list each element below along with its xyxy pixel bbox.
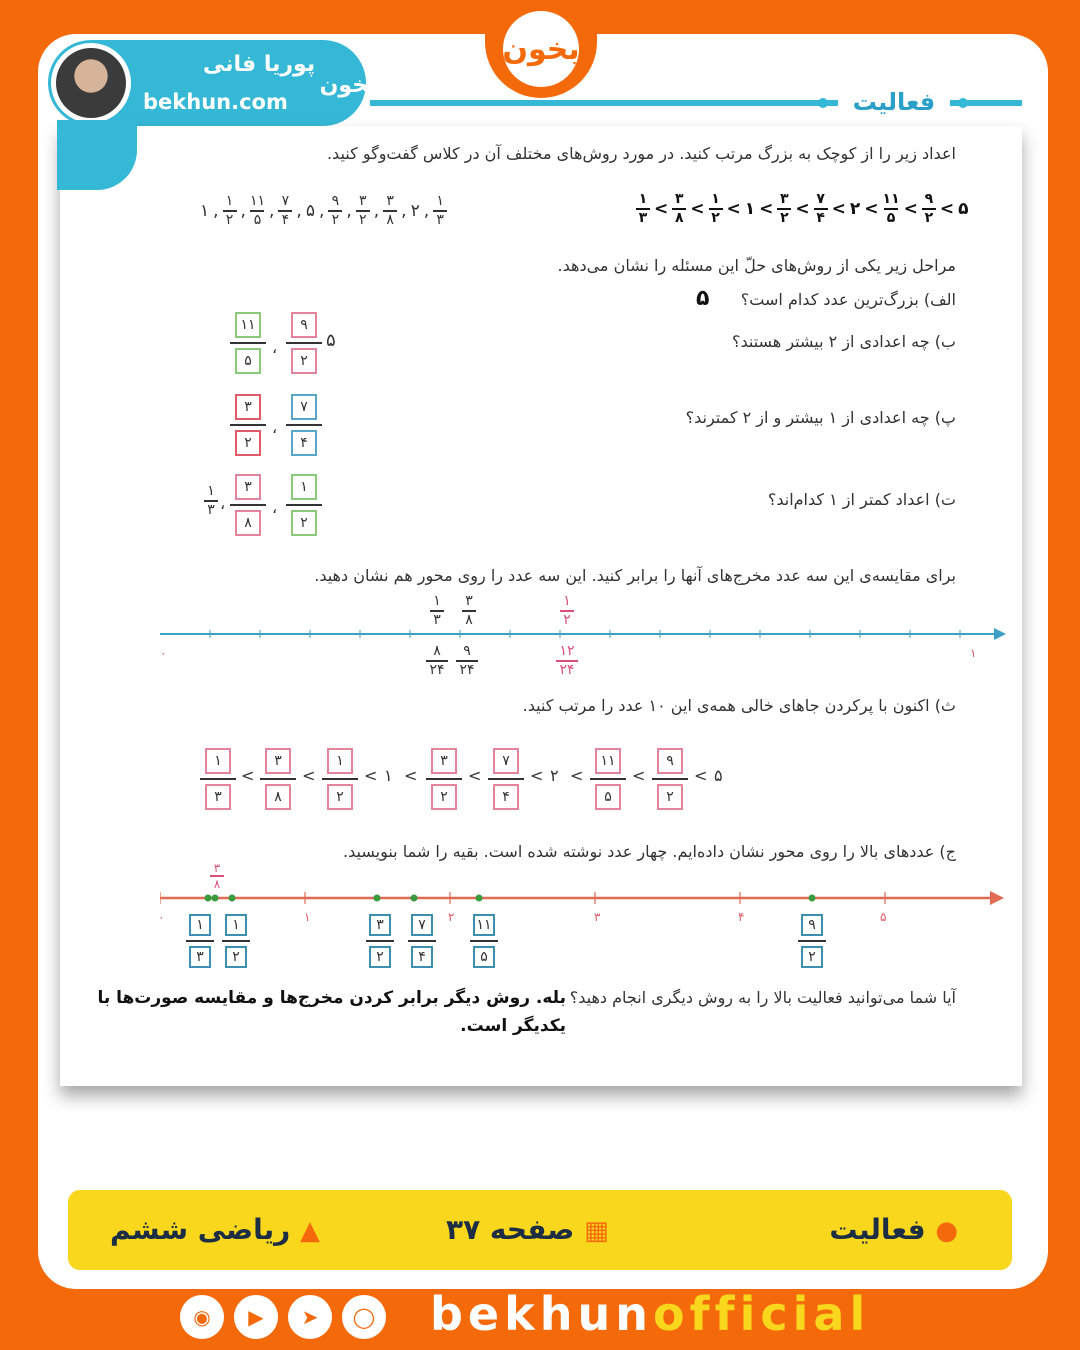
author-site[interactable]: bekhun.com xyxy=(143,90,288,114)
fraction-1-2: ۱ ۲ xyxy=(286,474,322,536)
be-answer-five: ۵ xyxy=(326,330,336,351)
instagram-icon[interactable]: ◯ xyxy=(342,1295,386,1339)
fraction-11-5: ۱۱ ۵ xyxy=(230,312,266,374)
axis2-box-11-5: ۱۱ ۵ xyxy=(470,914,498,968)
axis1-label-3-8: ۳ ۸ xyxy=(462,594,476,628)
teacher-icon: ● xyxy=(935,1216,958,1246)
order-box-3-8: ۳ ۸ xyxy=(260,748,296,810)
number-line-2 xyxy=(160,866,1010,916)
youtube-icon[interactable]: ▶ xyxy=(234,1295,278,1339)
question-te: ت) اعداد کمتر از ۱ کدام‌اند؟ xyxy=(767,490,956,509)
question-final: آیا شما می‌توانید فعالیت بالا را به روش دیگری انجام دهید؟ xyxy=(569,988,956,1007)
fraction-1-3: ۱ ۳ xyxy=(204,484,218,518)
final-answer: بله. روش دیگر برابر کردن مخرج‌ها و مقایسه صورت‌ها با یکدیگر است. xyxy=(97,988,566,1036)
order-box-1-3: ۱ ۳ xyxy=(200,748,236,810)
intro-text: اعداد زیر را از کوچک به بزرگ مرتب کنید. در مورد روش‌های مختلف آن در کلاس گفت‌وگو کنید. xyxy=(326,144,956,163)
order-box-7-4: ۷ ۴ xyxy=(488,748,524,810)
order-box-1-2: ۱ ۲ xyxy=(322,748,358,810)
graduation-cap-icon: ▲ xyxy=(300,1216,321,1246)
author-card[interactable] xyxy=(48,40,377,126)
axis2-box-3-2: ۳ ۲ xyxy=(366,914,394,968)
given-numbers: ۱ , $\frac{۱}{۲}$ , $\frac{۱۱}{۵}$ , $\frac{۷}{۴}$ , ۵ , $\frac{۹}{۲}$ , $\frac{۳}{۲}$ , $\frac{۳}{۸}$ , ۲ , $\frac{۱}{۳}$ xyxy=(200,194,447,228)
card-logo-icon: بخون xyxy=(319,72,377,98)
axis2-tick-4: ۴ xyxy=(738,910,745,924)
fraction-3-8: ۳ ۸ xyxy=(230,474,266,536)
question-jim: ج) عددهای بالا را روی محور نشان داده‌ایم. چهار عدد نوشته شده است. بقیه را شما بنویسید. xyxy=(343,842,956,861)
compare-text: برای مقایسه‌ی این سه عدد مخرج‌های آنها را برابر کنید. این سه عدد را روی محور هم نشان دهید. xyxy=(314,566,956,585)
avatar xyxy=(51,43,131,123)
axis2-tick-3: ۳ xyxy=(594,910,601,924)
question-alef: الف) بزرگ‌ترین عدد کدام است؟ xyxy=(740,290,956,309)
question-se: ث) اکنون با پرکردن جاهای خالی همه‌ی این ۱۰ عدد را مرتب کنید. xyxy=(522,696,956,715)
telegram-icon[interactable]: ➤ xyxy=(288,1295,332,1339)
axis2-tick-5: ۵ xyxy=(880,910,887,924)
axis1-label-9-24: ۹ ۲۴ xyxy=(456,644,478,678)
axis2-box-9-2: ۹ ۲ xyxy=(798,914,826,968)
question-pe: پ) چه اعدادی از ۱ بیشتر و از ۲ کمترند؟ xyxy=(685,408,956,427)
order-box-3-2: ۳ ۲ xyxy=(426,748,462,810)
axis1-label-1-3: ۱ ۳ xyxy=(430,594,444,628)
textbook-page: اعداد زیر را از کوچک به بزرگ مرتب کنید. در مورد روش‌های مختلف آن در کلاس گفت‌وگو کنید. ۱ , $\frac{۱}{۲}$ , $\frac{۱۱}{۵}$ , $\frac{۷}{۴}$ , ۵ , $\frac{۹}{۲}$ , $\frac{۳}{۲}$ , $\frac{۳}{۸}$ , ۲ , $\frac{۱}{۳}$ $\frac{۱}{۳}$ < $\frac{۳}{۸}$ < $\frac{۱}{۲}$ < ۱ < $\frac{۳}{۲}$ < $\frac{۷}{۴}$ < ۲ < $\frac{۱۱}{۵}$ < $\frac{۹}{۲}$ < ۵ مراحل زیر یکی از روش‌های حلّ این مسئله را نشان می‌دهد. الف) بزرگ‌ترین عدد کدام است؟ ۵ ب) چه اعدادی از ۲ بیشتر هستند؟ ۱۱ ۵ ، ۹ ۲ ۵ پ) چه اعدادی از ۱ بیشتر و از ۲ کمترند؟ ۳ ۲ ، ۷ ۴ ت) اعداد کمتر از ۱ کدام‌اند؟ ۱ ۳ ، ۳ ۸ ، ۱ ۲ برای مقایسه‌ی این سه عدد مخرج‌های آنها را برابر کنید. این سه عدد را روی محور هم نشان دهید. ۰ ۱ ۱ ۳ ۳ ۸ ۱ ۲ ۸ ۲۴ ۹ ۲۴ ۱۲ ۲۴ ث) اکنون با پرکردن جاهای خالی همه‌ی این ۱۰ عدد را مرتب کنید. ۱ ۳ < ۳ ۸ < ۱ ۲ < ۱ < ۳ ۲ < ۷ ۴ < ۲ < ۱۱ ۵ < ۹ ۲ < ۵ ج) عددهای بالا را روی محور نشان داده‌ایم. چهار عدد نوشته شده است. بقیه را شما بنویسید. ۰ ۱ ۲ ۳ ۴ ۵ ۳ ۸ ۱ ۳ ۱ ۲ ۳ ۲ ۷ ۴ ۱۱ ۵ ۹ ۲ آیا شما می‌توانید فعالیت بالا را به روش دیگری انجام دهید؟ بله. روش دیگر برابر کردن مخرج‌ها و مقایسه صورت‌ها با یکدیگر است. xyxy=(60,126,1022,1086)
bekhun-logo-icon: بخون xyxy=(503,11,579,87)
axis2-label-3-8: ۳ ۸ xyxy=(210,862,224,890)
fraction-9-2: ۹ ۲ xyxy=(286,312,322,374)
footer-book: ▲ ریاضی ششم xyxy=(110,1213,321,1246)
axis1-end: ۱ xyxy=(970,646,977,660)
axis2-box-7-4: ۷ ۴ xyxy=(408,914,436,968)
fraction-3-2: ۳ ۲ xyxy=(230,394,266,456)
author-name: پوریا فانی xyxy=(203,52,316,77)
section-title: فعالیت xyxy=(838,84,950,120)
axis1-label-8-24: ۸ ۲۴ xyxy=(426,644,448,678)
footer-activity: ● فعالیت xyxy=(829,1213,958,1246)
axis1-start: ۰ xyxy=(160,646,167,660)
axis2-box-1-3: ۱ ۳ xyxy=(186,914,214,968)
axis2-tick-0: ۰ xyxy=(158,910,165,924)
question-be: ب) چه اعدادی از ۲ بیشتر هستند؟ xyxy=(731,332,956,351)
axis1-label-1-2: ۱ ۲ xyxy=(560,594,574,628)
book-icon: ▦ xyxy=(584,1216,609,1246)
axis2-tick-2: ۲ xyxy=(448,910,455,924)
order-box-9-2: ۹ ۲ xyxy=(652,748,688,810)
answer-order: $\frac{۱}{۳}$ < $\frac{۳}{۸}$ < $\frac{۱}{۲}$ < ۱ < $\frac{۳}{۲}$ < $\frac{۷}{۴}$ < ۲ < $\frac{۱۱}{۵}$ < $\frac{۹}{۲}$ < ۵ xyxy=(636,192,969,226)
axis2-box-1-2: ۱ ۲ xyxy=(222,914,250,968)
fraction-7-4: ۷ ۴ xyxy=(286,394,322,456)
answer-alef: ۵ xyxy=(696,286,710,311)
steps-intro: مراحل زیر یکی از روش‌های حلّ این مسئله را نشان می‌دهد. xyxy=(557,256,956,275)
footer-bar xyxy=(68,1190,1012,1270)
axis1-label-12-24: ۱۲ ۲۴ xyxy=(556,644,578,678)
social-handle[interactable]: bekhunofficial xyxy=(430,1287,871,1341)
film-icon[interactable]: ◉ xyxy=(180,1295,224,1339)
number-line-1 xyxy=(160,586,1010,686)
social-links xyxy=(180,1288,386,1346)
footer-page: ▦ صفحه ۳۷ xyxy=(446,1213,609,1246)
order-box-11-5: ۱۱ ۵ xyxy=(590,748,626,810)
axis2-tick-1: ۱ xyxy=(304,910,311,924)
